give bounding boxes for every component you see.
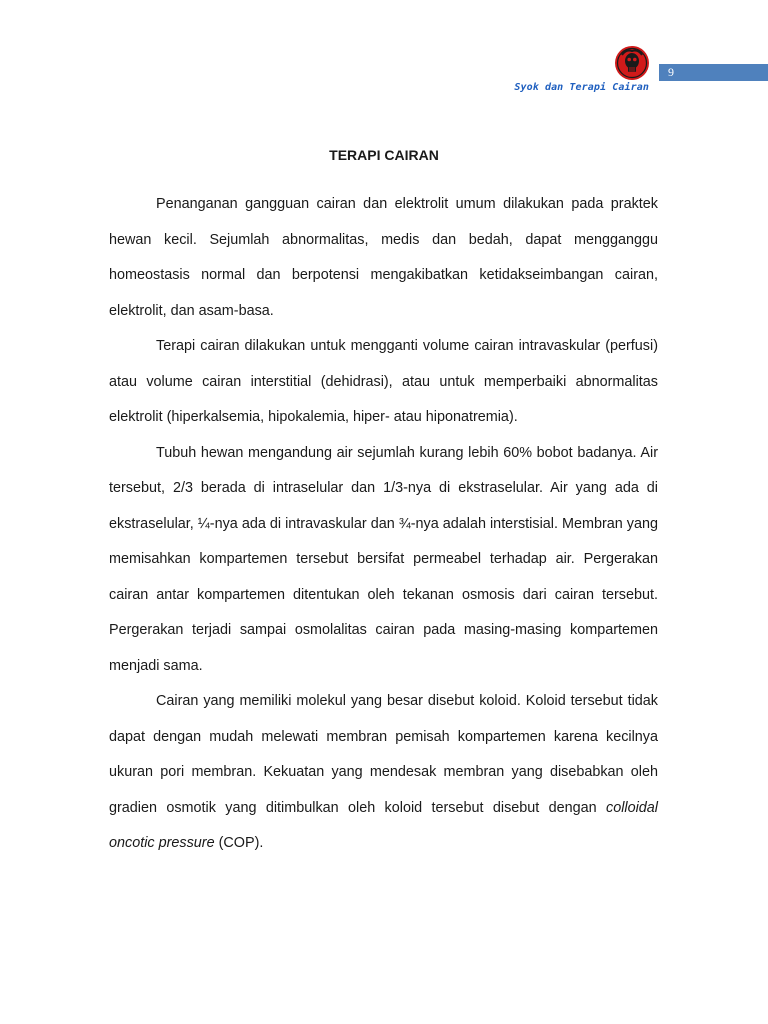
skull-logo-icon — [614, 45, 650, 81]
colloidal-oncotic-pressure-term: colloidal oncotic pressure — [109, 799, 658, 851]
header-caption: Syok dan Terapi Cairan — [514, 82, 649, 93]
page-title: TERAPI CAIRAN — [329, 147, 439, 163]
page-number: 9 — [668, 65, 674, 79]
page-number-bar — [659, 64, 768, 81]
paragraph-4-suffix: (COP). — [214, 835, 264, 851]
paragraph-4-text: Cairan yang memiliki molekul yang besar disebut koloid. Koloid tersebut tidak dapat dengan mudah melewati membran pemisah kompartemen karena kecilnya ukuran pori membran. Kekuatan yang mendesak membran yang disebabkan oleh gradien osmotik yang ditimbulkan oleh koloid tersebut disebut dengan — [109, 693, 658, 816]
paragraph-2: Terapi cairan dilakukan untuk mengganti volume cairan intravaskular (perfusi) atau volume cairan interstitial (dehidrasi), atau untuk memperbaiki abnormalitas elektrolit (hiperkalsemia, hipokalemia, hiper- atau hiponatremia). — [109, 338, 658, 425]
body-text — [109, 187, 658, 862]
paragraph-4 — [109, 684, 658, 862]
paragraph-3: Tubuh hewan mengandung air sejumlah kurang lebih 60% bobot badanya. Air tersebut, 2/3 berada di intraselular dan 1/3-nya di ekstraselular. Air yang ada di ekstraselular, ¼-nya ada di intravaskular dan ¾-nya adalah interstisial. Membran yang memisahkan kompartemen tersebut bersifat permeabel terhadap air. Pergerakan cairan antar kompartemen ditentukan oleh tekanan osmosis dari cairan tersebut. Pergerakan terjadi sampai osmolalitas cairan pada masing-masing kompartemen menjadi sama. — [109, 444, 658, 674]
paragraph-1: Penanganan gangguan cairan dan elektrolit umum dilakukan pada praktek hewan kecil. Sejumlah abnormalitas, medis dan bedah, dapat mengganggu homeostasis normal dan berpotensi mengakibatkan ketidakseimbangan cairan, elektrolit, dan asam-basa. — [109, 196, 658, 319]
